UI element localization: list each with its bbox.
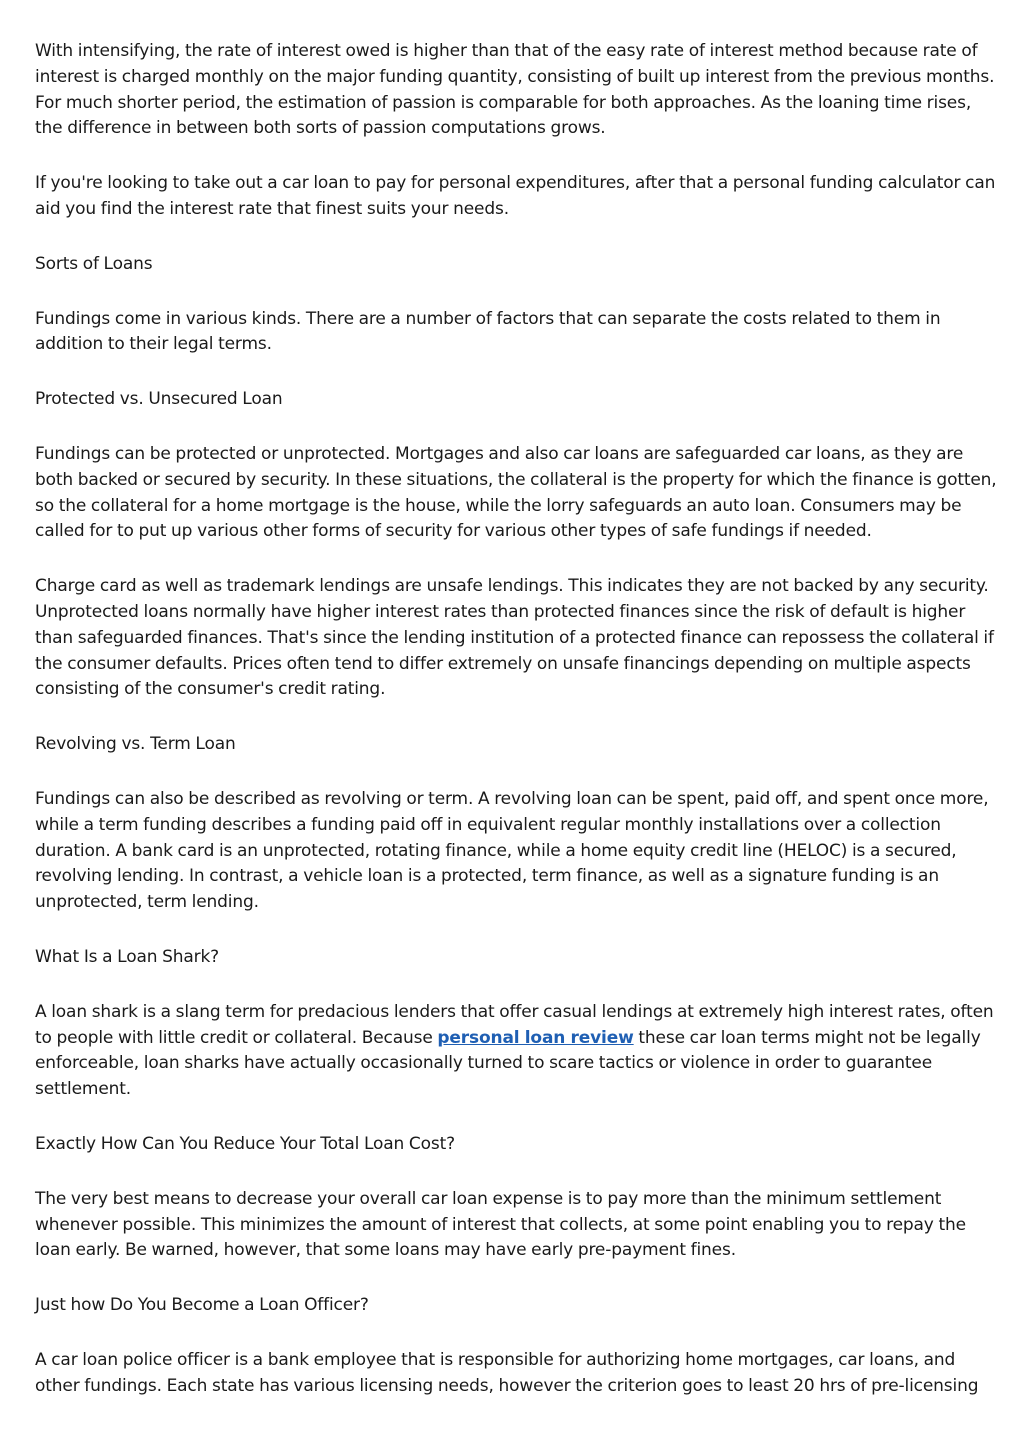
paragraph-loan-officer: A car loan police officer is a bank employee that is responsible for authorizing home mortgages, car loans, and other fundings. Each state has various licensing needs, however the criterion goes to least 20 hrs of pre-licensing [35,1349,979,1396]
loan-shark-text-after: these car loan terms might not be legally enforceable, loan sharks have actually occasionally turned to scare tactics or violence in order to guarantee settlement. [35,1027,981,1100]
personal-loan-review-link[interactable]: personal loan review [437,1027,634,1048]
paragraph-personal-loan-calculator: If you're looking to take out a car loan to pay for personal expenditures, after that a personal funding calculator can aid you find the interest rate that finest suits your needs. [35,173,996,219]
heading-secured-vs-unsecured: Protected vs. Unsecured Loan [35,389,283,410]
heading-loan-shark: What Is a Loan Shark? [35,946,220,967]
heading-loan-officer: Just how Do You Become a Loan Officer? [35,1295,369,1316]
paragraph-secured-loans: Fundings can be protected or unprotected. Mortgages and also car loans are safeguarded car loans, as they are both backed or secured by security. In these situations, the collateral is the property for which the finance is gotten, so the collateral for a home mortgage is the house, while the lorry safeguards an auto loan. Consumers may be called for to put up various other forms of security for various other types of safe fundings if needed. [35,443,997,542]
paragraph-unsecured-loans: Charge card as well as trademark lendings are unsafe lendings. This indicates they are not backed by any security. Unprotected loans normally have higher interest rates than protected finances since the risk of default is higher than safeguarded finances. That's since the lending institution of a protected finance can repossess the collateral if the consumer defaults. Prices often tend to differ extremely on unsafe financings depending on multiple aspects consisting of the consumer's credit rating. [35,576,994,700]
document-page [35,39,997,1428]
heading-reduce-loan-cost: Exactly How Can You Reduce Your Total Loan Cost? [35,1133,455,1154]
paragraph-reduce-loan-cost: The very best means to decrease your overall car loan expense is to pay more than the minimum settlement whenever possible. This minimizes the amount of interest that collects, at some point enabling you to repay the loan early. Be warned, however, that some loans may have early pre-payment fines. [35,1188,966,1261]
heading-sorts-of-loans: Sorts of Loans [35,253,153,274]
paragraph-loan-kinds: Fundings come in various kinds. There are a number of factors that can separate the costs related to them in addition to their legal terms. [35,308,941,355]
paragraph-compounding-interest: With intensifying, the rate of interest owed is higher than that of the easy rate of interest method because rate of interest is charged monthly on the major funding quantity, consisting of built up interest from the previous months. For much shorter period, the estimation of passion is comparable for both approaches. As the loaning time rises, the difference in between both sorts of passion computations grows. [35,41,995,139]
heading-revolving-vs-term: Revolving vs. Term Loan [35,734,236,755]
paragraph-revolving-term: Fundings can also be described as revolving or term. A revolving loan can be spent, paid off, and spent once more, while a term funding describes a funding paid off in equivalent regular monthly installations over a collection duration. A bank card is an unprotected, rotating finance, while a home equity credit line (HELOC) is a secured, revolving lending. In contrast, a vehicle loan is a protected, term finance, as well as a signature funding is an unprotected, term lending. [35,788,989,913]
paragraph-loan-shark [35,1000,997,1103]
loan-shark-text-before: A loan shark is a slang term for predacious lenders that offer casual lendings at extremely high interest rates, often to people with little credit or collateral. Because [35,1001,994,1048]
